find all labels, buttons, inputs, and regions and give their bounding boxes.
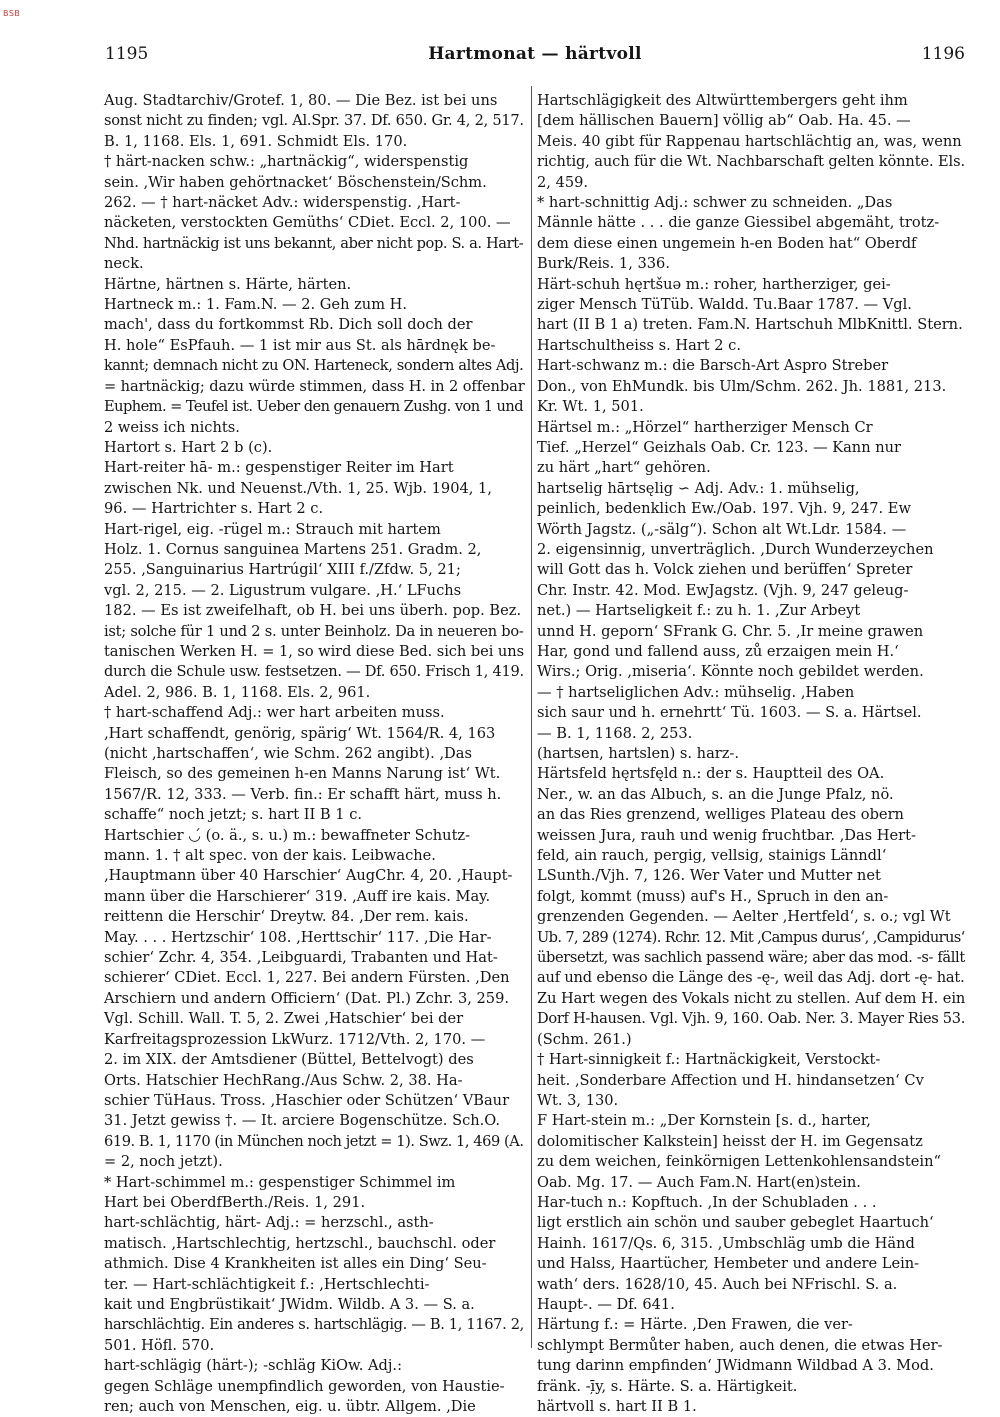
text-line: 31. Jetzt gewiss †. — It. arciere Bogenschütze. Sch.O.: [104, 1112, 501, 1130]
text-line: May. . . . Hertzschir‘ 108. ‚Herttschir‘ 117. ‚Die Har-: [104, 928, 492, 946]
text-line: Karfreitagsprozession LkWurz. 1712/Vth. 2, 170. —: [104, 1030, 486, 1048]
text-line: reittenn die Herschir‘ Dreytw. 84. ‚Der rem. kais.: [104, 908, 469, 926]
text-line: * hart-schnittig Adj.: schwer zu schneiden. „Das: [537, 194, 893, 212]
text-line: schierer‘ CDiet. Eccl. 1, 227. Bei andern Fürsten. ‚Den: [104, 969, 510, 987]
text-line: (hartsen, hartslen) s. harz-.: [537, 745, 740, 762]
text-line: harschlächtig. Ein anderes s. hartschlägig. — B. 1, 1167. 2,: [104, 1316, 524, 1334]
text-line: ziger Mensch TüTüb. Waldd. Tu.Baar 1787. — Vgl.: [537, 296, 912, 314]
text-line: Hartort s. Hart 2 b (c).: [104, 438, 273, 456]
page-number-right: 1196: [921, 44, 965, 64]
text-line: 619. B. 1, 1170 (in München noch jetzt = 1). Swz. 1, 469 (A.: [104, 1132, 524, 1150]
text-line: und Halss, Haartücher, Hembeter und andere Lein-: [537, 1255, 920, 1273]
text-line: Hart-schwanz m.: die Barsch-Art Aspro Streber: [537, 357, 889, 375]
text-line: ren; auch von Menschen, eig. u. übtr. Allgem. ‚Die: [104, 1398, 476, 1415]
text-line: zwischen Nk. und Neuenst./Vth. 1, 25. Wjb. 1904, 1,: [104, 479, 492, 497]
text-line: Hartneck m.: 1. Fam.N. — 2. Geh zum H.: [104, 296, 408, 314]
text-line: Adel. 2, 986. B. 1, 1168. Els. 2, 961.: [104, 683, 371, 701]
text-line: 2, 459.: [537, 173, 589, 191]
text-line: schier TüHaus. Tross. ‚Haschier oder Schützen‘ VBaur: [104, 1091, 510, 1109]
text-line: 262. — † hart-näcket Adv.: widerspenstig. ‚Hart-: [104, 194, 461, 212]
text-line: Aug. Stadtarchiv/Grotef. 1, 80. — Die Bez. ist bei uns: [104, 92, 498, 109]
text-line: Dorf H-hausen. Vgl. Vjh. 9, 160. Oab. Ner. 3. Mayer Ries 53.: [537, 1010, 966, 1028]
text-line: Oab. Mg. 17. — Auch Fam.N. Hart(en)stein.: [537, 1173, 861, 1191]
text-line: Hart-reiter hā- m.: gespenstiger Reiter im Hart: [104, 459, 454, 477]
text-line: LSunth./Vjh. 7, 126. Wer Vater und Mutter net: [537, 867, 881, 885]
text-line: schlympt Bermůter haben, auch denen, die etwas Her-: [537, 1336, 943, 1354]
text-line: unnd H. geporn‘ SFrank G. Chr. 5. ‚Ir meine grawen: [537, 622, 924, 640]
text-line: Hartschlägigkeit des Altwürttembergers geht ihm: [537, 92, 908, 109]
text-line: übersetzt, was sachlich passend wäre; aber das mod. -s- fällt: [537, 949, 965, 967]
text-line: (nicht ‚hartschaffen‘, wie Schm. 262 angibt). ‚Das: [104, 745, 472, 762]
text-line: sich saur und h. ernehrtt‘ Tü. 1603. — S. a. Härtsel.: [537, 704, 922, 722]
text-line: Hainh. 1617/Qs. 6, 315. ‚Umbschläg umb die Händ: [537, 1234, 915, 1252]
text-line: Kr. Wt. 1, 501.: [537, 398, 644, 416]
text-line: vgl. 2, 215. — 2. Ligustrum vulgare. ‚H.‘ LFuchs: [104, 581, 462, 599]
text-line: kait und Engbrüstikait‘ JWidm. Wildb. A 3. — S. a.: [104, 1295, 475, 1313]
text-line: Härtung f.: = Härte. ‚Den Frawen, die ver-: [537, 1316, 853, 1334]
text-line: Orts. Hatschier HechRang./Aus Schw. 2, 38. Ha-: [104, 1071, 463, 1089]
text-line: hartselig hārtsęlig ∽ Adj. Adv.: 1. mühselig,: [537, 479, 860, 497]
text-line: Härtsel m.: „Hörzel“ hartherziger Mensch Cr: [537, 418, 873, 436]
text-line: mann. 1. † alt spec. von der kais. Leibwache.: [104, 847, 436, 865]
text-line: Har-tuch n.: Kopftuch. ‚In der Schubladen . . .: [537, 1193, 877, 1211]
text-line: 2 weiss ich nichts.: [104, 418, 240, 436]
text-line: 2. im XIX. der Amtsdiener (Büttel, Bettelvogt) des: [104, 1051, 474, 1069]
text-line: fränk. -ī̦y, s. Härte. S. a. Härtigkeit.: [537, 1377, 798, 1395]
text-line: an das Ries grenzend, welliges Plateau des obern: [537, 806, 904, 824]
text-line: zu härt „hart“ gehören.: [537, 459, 711, 477]
text-line: Wt. 3, 130.: [537, 1091, 619, 1109]
text-line: Wörth Jagstz. („-sälg“). Schon alt Wt.Ldr. 1584. —: [537, 520, 907, 538]
page-header: [105, 44, 965, 68]
text-line: sein. ‚Wir haben gehörtnacket‘ Böschenstein/Schm.: [104, 173, 487, 191]
text-line: Holz. 1. Cornus sanguinea Martens 251. Gradm. 2,: [104, 540, 482, 558]
text-line: neck.: [104, 255, 144, 273]
text-line: 182. — Es ist zweifelhaft, ob H. bei uns überh. pop. Bez.: [104, 602, 522, 620]
text-line: mach', dass du fortkommst Rb. Dich soll doch der: [104, 316, 473, 334]
text-line: dem diese einen ungemein h-en Boden hat“ Oberdf: [537, 234, 917, 252]
left-column: [104, 91, 525, 1415]
text-line: grenzenden Gegenden. — Aelter ‚Hertfeld‘, s. o.; vgl Wt: [537, 908, 951, 926]
text-line: Härtne, härtnen s. Härte, härten.: [104, 275, 352, 293]
text-line: net.) — Hartseligkeit f.: zu h. 1. ‚Zur Arbeyt: [537, 602, 861, 620]
text-line: — B. 1, 1168. 2, 253.: [537, 724, 693, 742]
text-line: Zu Hart wegen des Vokals nicht zu stellen. Auf dem H. ein: [537, 989, 966, 1007]
text-line: will Gott das h. Volck ziehen und berüffen‘ Spreter: [537, 561, 913, 579]
text-line: gegen Schläge unempfindlich geworden, von Haustie-: [104, 1377, 505, 1395]
text-line: durch die Schule usw. festsetzen. — Df. 650. Frisch 1, 419.: [104, 663, 524, 681]
text-line: Ub. 7, 289 (1274). Rchr. 12. Mit ‚Campus durus‘, ‚Campidurus‘: [537, 928, 965, 946]
right-column: [537, 91, 966, 1415]
text-line: Tief. „Herzel“ Geizhals Oab. Cr. 123. — Kann nur: [537, 438, 902, 456]
text-line: dolomitischer Kalkstein] heisst der H. im Gegensatz: [537, 1132, 923, 1150]
text-line: auf und ebenso die Länge des -ę-, weil das Adj. dort -ę- hat.: [537, 969, 965, 987]
column-divider: [531, 86, 532, 1348]
text-line: H. hole“ EsPfauh. — 1 ist mir aus St. als hārdnęk be-: [104, 336, 496, 354]
text-line: † Hart-sinnigkeit f.: Hartnäckigkeit, Verstockt-: [537, 1051, 881, 1069]
text-line: schier‘ Zchr. 4, 354. ‚Leibguardi, Trabanten und Hat-: [104, 949, 498, 967]
text-line: 255. ‚Sanguinarius Hartrúgil‘ XIII f./Zfdw. 5, 21;: [104, 561, 461, 579]
text-line: 96. — Hartrichter s. Hart 2 c.: [104, 500, 324, 518]
text-line: hart-schlächtig, härt- Adj.: = herzschl., asth-: [104, 1214, 434, 1232]
text-line: tung darinn empfinden‘ JWidmann Wildbad A 3. Mod.: [537, 1357, 934, 1375]
text-line: = 2, noch jetzt).: [104, 1153, 223, 1171]
text-line: 501. Höfl. 570.: [104, 1336, 215, 1354]
text-line: hart-schlägig (härt-); -schläg KiOw. Adj.:: [104, 1357, 402, 1375]
text-line: ‚Hart schaffendt, genörig, spärig‘ Wt. 1564/R. 4, 163: [104, 724, 496, 742]
text-line: * Hart-schimmel m.: gespenstiger Schimmel im: [104, 1173, 456, 1191]
text-line: † hart-schaffend Adj.: wer hart arbeiten muss.: [104, 704, 445, 722]
text-line: Chr. Instr. 42. Mod. EwJagstz. (Vjh. 9, 247 geleug-: [537, 581, 909, 599]
text-line: hart (II B 1 a) treten. Fam.N. Hartschuh MlbKnittl. Stern.: [537, 316, 963, 334]
text-line: Don., von EhMundk. bis Ulm/Schm. 262. Jh. 1881, 213.: [537, 377, 947, 395]
page-number-left: 1195: [105, 44, 149, 64]
text-line: ‚Hauptmann über 40 Harschier‘ AugChr. 4, 20. ‚Haupt-: [104, 867, 513, 885]
text-line: [dem hällischen Bauern] völlig ab“ Oab. Ha. 45. —: [537, 112, 911, 130]
text-line: Wirs.; Orig. ‚miseria‘. Könnte noch gebildet werden.: [537, 663, 924, 681]
text-line: = hartnäckig; dazu würde stimmen, dass H. in 2 offenbar: [104, 377, 525, 395]
text-line: mann über die Harschierer‘ 319. ‚Auff ire kais. May.: [104, 887, 491, 905]
text-line: † härt-nacken schw.: „hartnäckig“, widerspenstig: [104, 153, 469, 171]
text-line: ter. — Hart-schlächtigkeit f.: ‚Hertschlechti-: [104, 1275, 430, 1293]
text-line: ligt erstlich ain schön und sauber gebeglet Haartuch‘: [537, 1214, 934, 1232]
text-line: Arschiern und andern Officiern‘ (Dat. Pl.) Zchr. 3, 259.: [104, 989, 510, 1007]
text-line: wath‘ ders. 1628/10, 45. Auch bei NFrischl. S. a.: [537, 1275, 898, 1293]
text-line: athmich. Dise 4 Krankheiten ist alles ein Ding‘ Seu-: [104, 1255, 487, 1273]
text-line: sonst nicht zu finden; vgl. Al.Spr. 37. Df. 650. Gr. 4, 2, 517.: [104, 112, 524, 130]
text-line: Fleisch, so des gemeinen h-en Manns Narung ist‘ Wt.: [104, 765, 501, 783]
right-column-text: [537, 91, 965, 1417]
text-line: näcketen, verstockten Gemüths‘ CDiet. Eccl. 2, 100. —: [104, 214, 511, 232]
text-line: Hartschier ◡́ (o. ä., s. u.) m.: bewaffneter Schutz-: [104, 826, 471, 844]
text-line: richtig, auch für die Wt. Nachbarschaft gelten könnte. Els.: [537, 153, 965, 171]
text-line: Euphem. = Teufel ist. Ueber den genauern Zushg. von 1 und: [104, 398, 523, 416]
text-line: weissen Jura, rauh und wenig fruchtbar. ‚Das Hert-: [537, 826, 916, 844]
page-title: Hartmonat — härtvoll: [428, 44, 642, 64]
text-line: matisch. ‚Hartschlechtig, hertzschl., bauchschl. oder: [104, 1234, 496, 1252]
text-line: — † hartseliglichen Adv.: mühselig. ‚Haben: [537, 683, 855, 701]
text-line: Härtsfeld hęrtsfęld n.: der s. Hauptteil des OA.: [537, 765, 885, 783]
text-line: Haupt-. — Df. 641.: [537, 1295, 675, 1313]
text-line: zu dem weichen, feinkörnigen Lettenkohlensandstein“: [537, 1153, 941, 1171]
text-line: schaffe“ noch jetzt; s. hart II B 1 c.: [104, 806, 363, 824]
text-line: (Schm. 261.): [537, 1030, 632, 1048]
text-line: heit. ‚Sonderbare Affection und H. hindansetzen‘ Cv: [537, 1071, 924, 1089]
library-stamp: BSB: [3, 9, 21, 18]
text-line: Burk/Reis. 1, 336.: [537, 255, 670, 273]
text-line: peinlich, bedenklich Ew./Oab. 197. Vjh. 9, 247. Ew: [537, 500, 911, 518]
text-line: Hart-rigel, eig. -rügel m.: Strauch mit hartem: [104, 520, 441, 538]
text-line: ist; solche für 1 und 2 s. unter Beinholz. Da in neueren bo-: [104, 622, 524, 640]
text-line: kannt; demnach nicht zu ON. Harteneck, sondern altes Adj.: [104, 357, 524, 375]
text-line: tanischen Werken H. = 1, so wird diese Bed. sich bei uns: [104, 642, 525, 660]
text-line: Vgl. Schill. Wall. T. 5, 2. Zwei ‚Hatschier‘ bei der: [104, 1010, 464, 1028]
text-line: Härt-schuh hęrtšuə m.: roher, hartherziger, gei-: [537, 275, 891, 293]
text-line: feld, ain rauch, pergig, vellsig, stainigs Länndl‘: [537, 847, 887, 865]
text-line: folgt, kommt (muss) auf's H., Spruch in den an-: [537, 887, 889, 905]
text-line: härtvoll s. hart II B 1.: [537, 1398, 697, 1415]
text-line: Hartschultheiss s. Hart 2 c.: [537, 336, 741, 354]
text-line: F Hart-stein m.: „Der Kornstein [s. d., harter,: [537, 1112, 871, 1130]
text-line: Hart bei OberdfBerth./Reis. 1, 291.: [104, 1193, 366, 1211]
text-line: 1567/R. 12, 333. — Verb. fin.: Er schafft härt, muss h.: [104, 785, 502, 803]
text-line: Meis. 40 gibt für Rappenau hartschlächtig an, was, wenn: [537, 132, 962, 150]
text-line: Männle hätte . . . die ganze Giessibel abgemäht, trotz-: [537, 214, 940, 232]
text-line: Ner., w. an das Albuch, s. an die Junge Pfalz, nö.: [537, 785, 894, 803]
text-line: 2. eigensinnig, unverträglich. ‚Durch Wunderzeychen: [537, 540, 934, 558]
text-line: Har, gond und fallend auss, zů erzaigen mein H.‘: [537, 642, 899, 660]
text-line: Nhd. hartnäckig ist uns bekannt, aber nicht pop. S. a. Hart-: [104, 234, 524, 252]
left-column-text: [104, 91, 524, 1417]
text-line: B. 1, 1168. Els. 1, 691. Schmidt Els. 170.: [104, 132, 408, 150]
